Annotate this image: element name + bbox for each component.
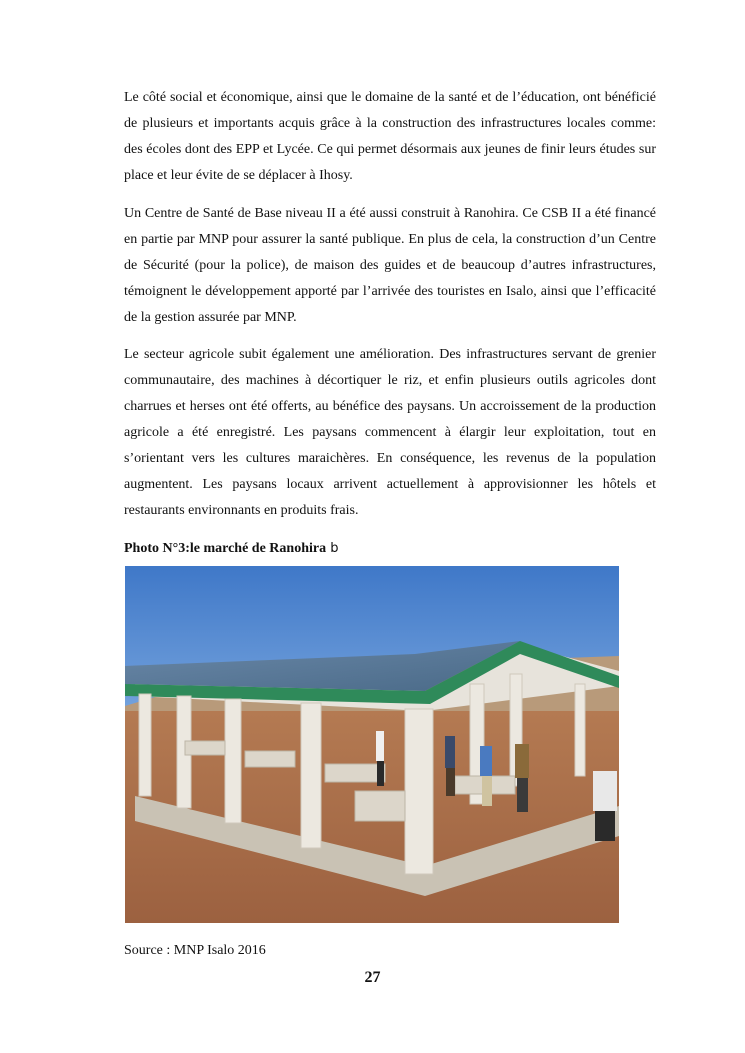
photo-source: Source : MNP Isalo 2016 [124, 943, 266, 958]
paragraph-social: Le côté social et économique, ainsi que le domaine de la santé et de l’éducation, ont bénéficié de plusieurs et importants acquis grâce à la construction des infrastructures locales comme: des écoles dont des EPP et Lycée. Ce qui permet désormais aux jeunes de finir leurs études sur place et leur évite de se déplacer à Ihosy. [124, 90, 656, 183]
page-number: 27 [364, 969, 381, 986]
photo-caption-suffix: b [326, 541, 339, 556]
paragraph-health-center: Un Centre de Santé de Base niveau II a été aussi construit à Ranohira. Ce CSB II a été financé en partie par MNP pour assurer la santé publique. En plus de cela, la construction d’un Centre de Sécurité (pour la police), de maison des guides et de beaucoup d’autres infrastructures, témoignent le développement apporté par l’arrivée des touristes en Isalo, ainsi que l’efficacité de la gestion assurée par MNP. [124, 206, 656, 325]
photo-caption-title: Photo N°3:le marché de Ranohira [124, 541, 327, 556]
market-photo [125, 566, 619, 923]
photo-caption [124, 536, 339, 562]
paragraph-agriculture: Le secteur agricole subit également une amélioration. Des infrastructures servant de grenier communautaire, des machines à décortiquer le riz, et enfin plusieurs outils agricoles dont charrues et herses ont été offerts, au bénéfice des paysans. Un accroissement de la production agricole a été enregistré. Les paysans commencent à élargir leur exploitation, tout en s’orientant vers les cultures maraichères. En conséquence, les revenus de la population augmentent. Les paysans locaux arrivent actuellement à approvisionner les hôtels et restaurants environnants en produits frais. [124, 347, 656, 518]
